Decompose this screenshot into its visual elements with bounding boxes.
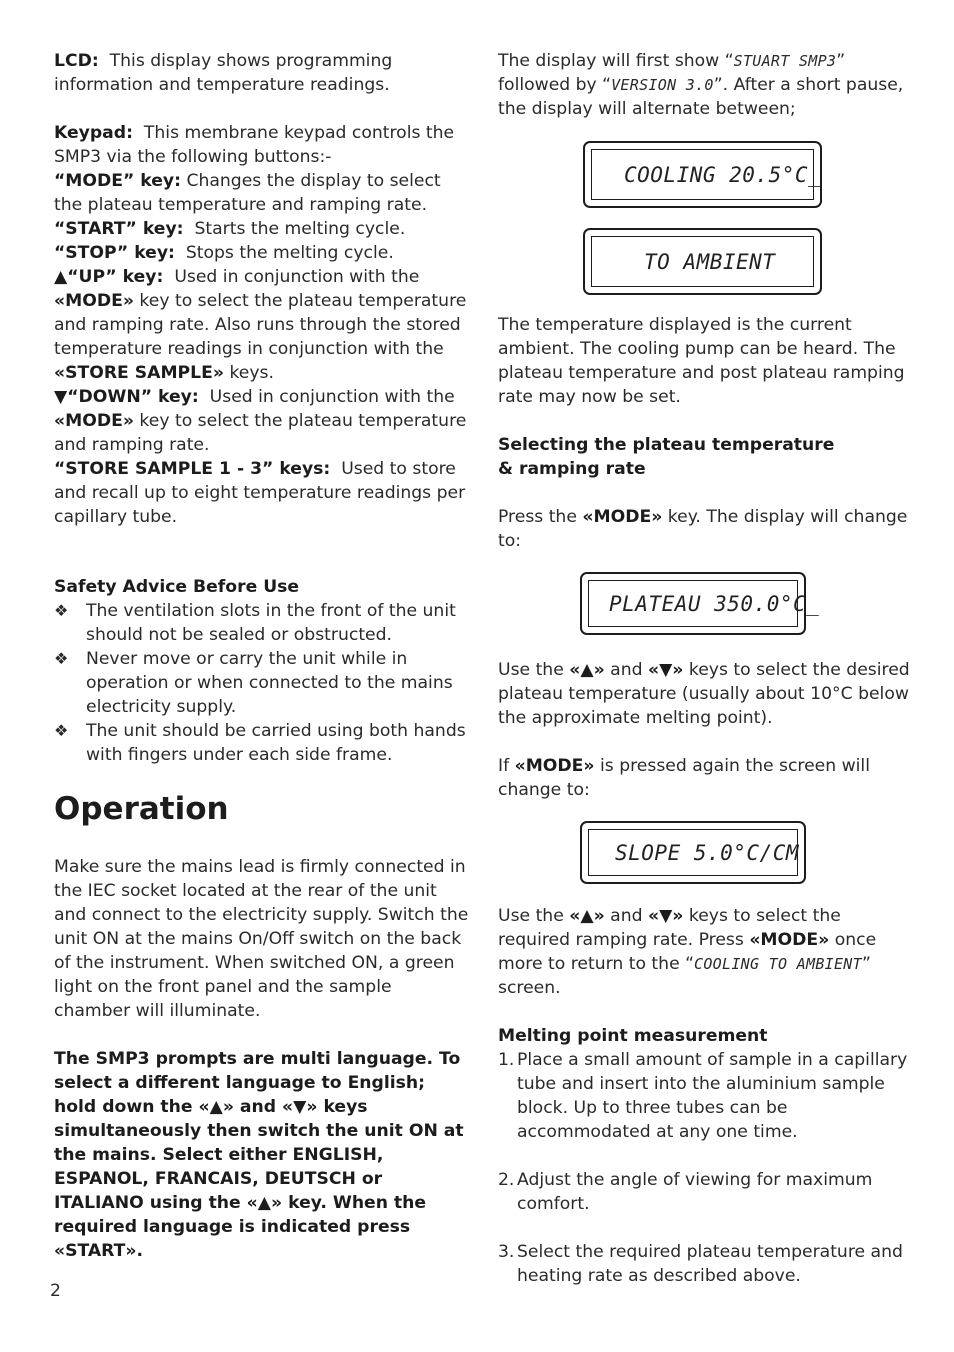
mode-key-label: “MODE” key:: [54, 171, 182, 191]
use-mode-key: «MODE»: [749, 930, 830, 950]
lcd-ambient-text: TO AMBIENT: [591, 236, 814, 287]
safety-item-text: The ventilation slots in the front of the unit should not be sealed or obstructed.: [86, 601, 456, 645]
step-number: 2.: [498, 1170, 515, 1190]
bullet-icon: ❖: [54, 601, 69, 620]
mode-key-text: Changes the display to select the plateau temperature and ramping rate.: [54, 171, 441, 215]
down-key-description: [54, 385, 469, 457]
left-column: [54, 49, 469, 1263]
if-mode-text: [498, 754, 918, 802]
up-key-text-3: keys.: [229, 363, 274, 383]
keypad-label: Keypad:: [54, 123, 133, 143]
bullet-icon: ❖: [54, 649, 69, 668]
keypad-text: This membrane keypad controls the SMP3 via the following buttons:-: [54, 123, 455, 167]
use-text-4: ” screen.: [498, 954, 871, 998]
safety-item-text: The unit should be carried using both hands with fingers under each side frame.: [86, 721, 466, 765]
lcd-display-cooling: [583, 141, 822, 208]
right-column: [498, 49, 918, 1288]
up-key-description: [54, 265, 469, 385]
ambient-text: The temperature displayed is the current ambient. The cooling pump can be heard. The plateau temperature and post plateau ramping rate may now be set.: [498, 315, 905, 407]
step-text: Place a small amount of sample in a capillary tube and insert into the aluminium sample block. Up to three tubes can be accommodated at any one time.: [517, 1050, 908, 1142]
use-text-2: keys to select the required ramping rate. Press: [498, 906, 841, 950]
press-text: Press the: [498, 507, 577, 527]
list-item: [498, 1048, 918, 1144]
intro-lcd-text: STUART SMP3: [733, 52, 837, 70]
down-key-text-2: key to select the plateau temperature and ramping rate.: [54, 411, 467, 455]
down-key-text: Used in conjunction with the: [209, 387, 455, 407]
selecting-heading-1: Selecting the plateau temperature: [498, 435, 835, 455]
store-sample-text: Used to store and recall up to eight temperature readings per capillary tube.: [54, 459, 466, 527]
step-number: 1.: [498, 1050, 515, 1070]
down-key-label: ▼“DOWN” key:: [54, 387, 199, 407]
operation-text: Make sure the mains lead is firmly connected in the IEC socket located at the rear of the unit and connect to the electricity supply. Switch the unit ON at the mains On/Off switch on the back of the instrument. When switched ON, a green light on the front panel and the sample chamber will illuminate.: [54, 857, 469, 1021]
safety-list: [54, 599, 469, 767]
stop-key-label: “STOP” key:: [54, 243, 175, 263]
keypad-description: [54, 121, 469, 169]
stop-key-text: Stops the melting cycle.: [185, 243, 394, 263]
mode-key-description: [54, 169, 469, 217]
if-mode-key: «MODE»: [514, 756, 595, 776]
list-item: [498, 1240, 918, 1288]
lcd-display-ambient: [583, 228, 822, 295]
store-sample-description: [54, 457, 469, 529]
press-mode-key: «MODE»: [582, 507, 663, 527]
step-number: 3.: [498, 1242, 515, 1262]
list-item: [498, 1168, 918, 1216]
intro-text-3: ”. After a short pause, the display will alternate between;: [498, 75, 904, 119]
press-text-2: key. The display will change to:: [498, 507, 908, 551]
use-text-2: keys to select the desired plateau temperature (usually about 10°C below the approximate melting point).: [498, 660, 910, 728]
display-intro: [498, 49, 918, 121]
safety-item-text: Never move or carry the unit while in operation or when connected to the mains electricity supply.: [86, 649, 453, 717]
press-mode-text: [498, 505, 918, 553]
up-key-label: ▲“UP” key:: [54, 267, 164, 287]
start-key-label: “START” key:: [54, 219, 184, 239]
lcd-label: LCD:: [54, 51, 99, 71]
lcd-text: This display shows programming information and temperature readings.: [54, 51, 393, 95]
if-text-2: is pressed again the screen will change to:: [498, 756, 870, 800]
operation-title: Operation: [54, 791, 229, 827]
lcd-description: [54, 49, 469, 97]
down-key-symbol: «▼»: [647, 660, 684, 680]
use-and: and: [610, 906, 643, 926]
lcd-display-slope: [580, 821, 806, 884]
safety-heading: Safety Advice Before Use: [54, 577, 300, 597]
use-keys-text-2: [498, 904, 918, 1000]
selecting-heading-2: & ramping rate: [498, 459, 646, 479]
up-key-text: Used in conjunction with the: [174, 267, 420, 287]
down-key-mode: «MODE»: [54, 411, 134, 431]
step-text: Adjust the angle of viewing for maximum comfort.: [517, 1170, 873, 1214]
melting-heading: Melting point measurement: [498, 1026, 768, 1046]
use-text-3: once more to return to the “: [498, 930, 877, 974]
up-key-text-2: key to select the plateau temperature and ramping rate. Also runs through the stored temperature readings in conjunction with the: [54, 291, 467, 359]
store-sample-label: “STORE SAMPLE 1 - 3” keys:: [54, 459, 331, 479]
lcd-display-plateau: [580, 572, 820, 635]
language-instructions: The SMP3 prompts are multi language. To select a different language to English; hold down the «▲» and «▼» keys simultaneously then switch the unit ON at the mains. Select either ENGLISH, ESPANOL, FRANCAIS, DEUTSCH or ITALIANO using the «▲» key. When the required language is indicated press «START».: [54, 1049, 464, 1261]
list-item: [54, 599, 469, 647]
lcd-plateau-text: PLATEAU 350.0°C_: [588, 580, 798, 627]
intro-text-2: ” followed by “: [498, 51, 846, 95]
use-text: Use the: [498, 906, 564, 926]
start-key-description: [54, 217, 469, 241]
stop-key-description: [54, 241, 469, 265]
up-key-store: «STORE SAMPLE»: [54, 363, 224, 383]
list-item: [54, 647, 469, 719]
intro-text: The display will first show “: [498, 51, 734, 71]
start-key-text: Starts the melting cycle.: [194, 219, 406, 239]
lcd-cooling-text: COOLING 20.5°C_: [591, 149, 814, 200]
page-number: 2: [50, 1281, 61, 1301]
if-text: If: [498, 756, 510, 776]
up-key-mode: «MODE»: [54, 291, 134, 311]
down-key-symbol: «▼»: [647, 906, 684, 926]
list-item: [54, 719, 469, 767]
bullet-icon: ❖: [54, 721, 69, 740]
use-text: Use the: [498, 660, 564, 680]
intro-lcd-text-2: VERSION 3.0: [611, 76, 714, 94]
up-key-symbol: «▲»: [569, 660, 605, 680]
step-text: Select the required plateau temperature and heating rate as described above.: [517, 1242, 903, 1286]
use-and: and: [610, 660, 643, 680]
up-key-symbol: «▲»: [569, 906, 605, 926]
use-lcd-text: COOLING TO AMBIENT: [694, 955, 862, 973]
use-keys-text-1: [498, 658, 918, 730]
lcd-slope-text: SLOPE 5.0°C/CM: [588, 829, 798, 876]
